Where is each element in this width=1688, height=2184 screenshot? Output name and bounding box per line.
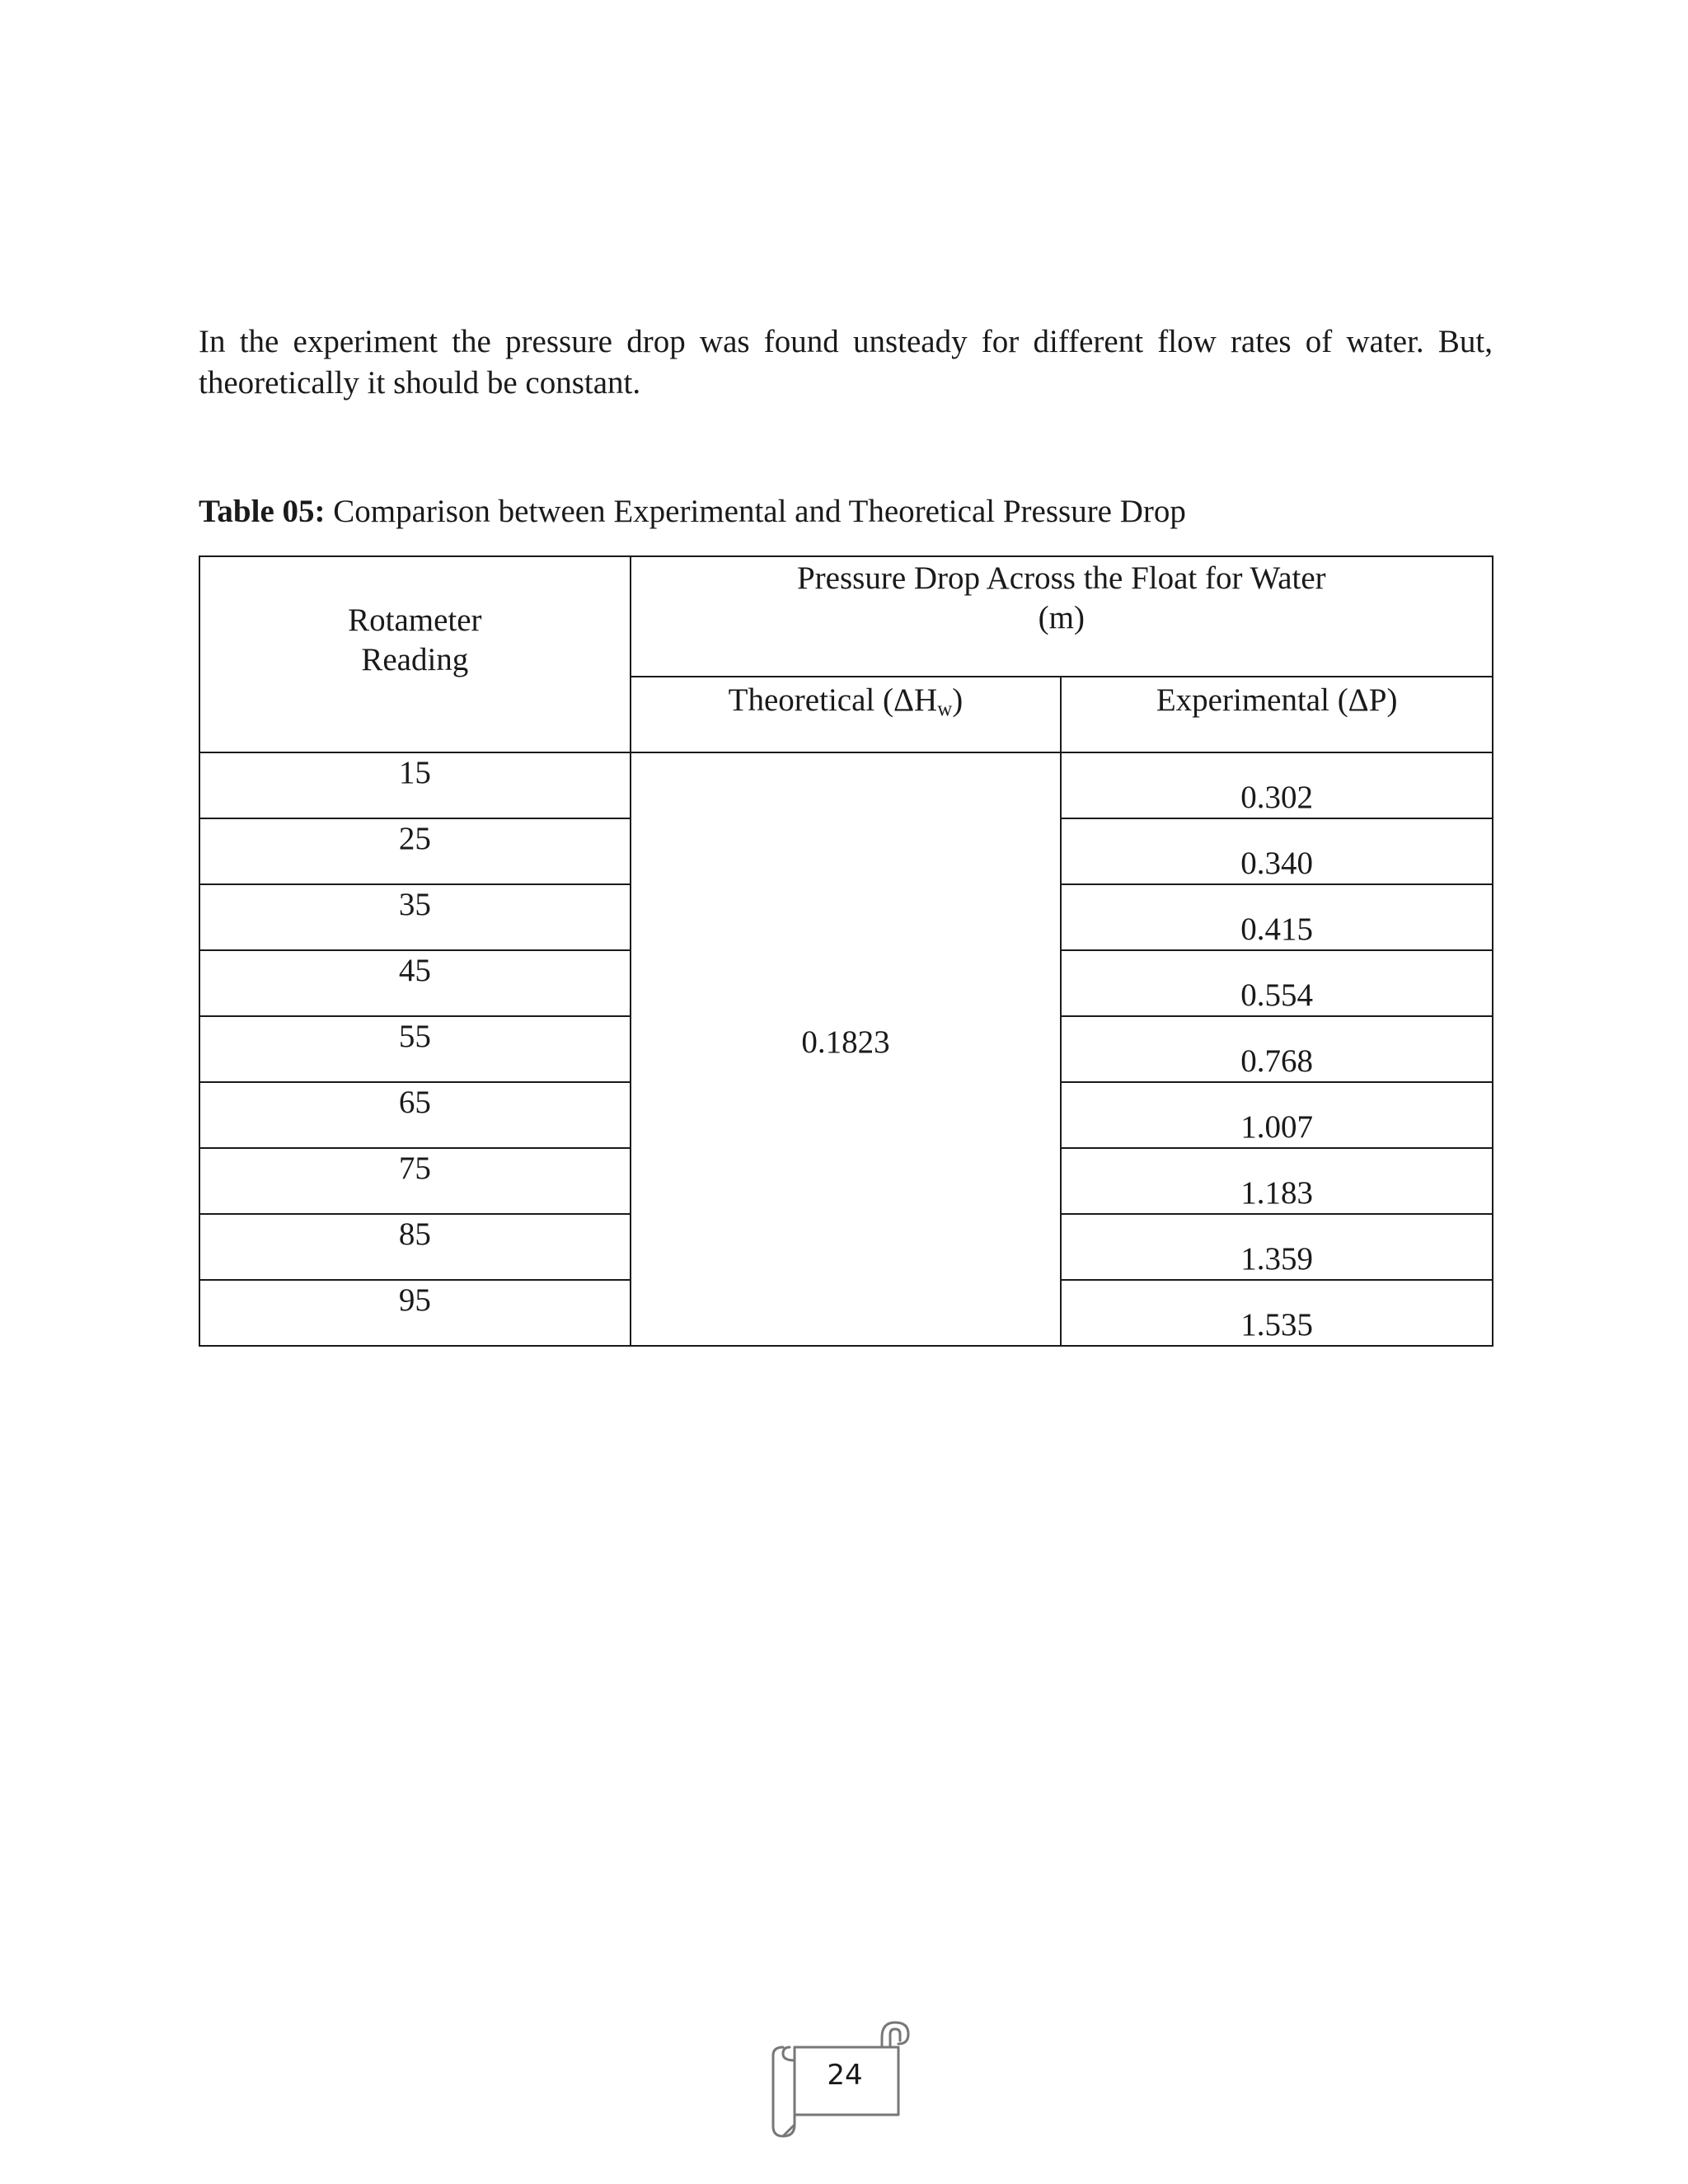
- experimental-cell: 1.535: [1061, 1280, 1493, 1346]
- experimental-cell: 1.007: [1061, 1082, 1493, 1148]
- rotameter-cell: 55: [199, 1016, 631, 1082]
- header-theoretical-close: ): [952, 682, 964, 718]
- body-paragraph: In the experiment the pressure drop was found unsteady for different flow rates of water. But, theoretically it should be constant.: [199, 324, 1493, 401]
- header-pressure-drop-group: [631, 556, 1493, 677]
- page-number: 24: [827, 2059, 863, 2092]
- rotameter-cell: 95: [199, 1280, 631, 1346]
- header-rotameter-line2: Reading: [361, 642, 469, 677]
- header-group-line1: Pressure Drop Across the Float for Water: [796, 560, 1326, 596]
- header-experimental: Experimental (ΔP): [1061, 677, 1493, 752]
- theoretical-value-cell: [631, 752, 1062, 1346]
- rotameter-cell: 35: [199, 884, 631, 950]
- rotameter-cell: 45: [199, 950, 631, 1016]
- rotameter-cell: 75: [199, 1148, 631, 1214]
- header-group-line2: (m): [1038, 600, 1085, 635]
- header-theoretical: [631, 677, 1062, 752]
- rotameter-cell: 25: [199, 818, 631, 884]
- table-caption-text: Comparison between Experimental and Theoretical Pressure Drop: [325, 494, 1186, 529]
- rotameter-cell: 65: [199, 1082, 631, 1148]
- theoretical-value: 0.1823: [801, 1024, 890, 1060]
- table-caption-label: Table 05:: [199, 494, 326, 529]
- pressure-drop-table: [199, 555, 1493, 1347]
- experimental-cell: 0.768: [1061, 1016, 1493, 1082]
- experimental-cell: 1.183: [1061, 1148, 1493, 1214]
- header-rotameter-line1: Rotameter: [348, 602, 482, 638]
- rotameter-cell: 85: [199, 1214, 631, 1280]
- rotameter-cell: 15: [199, 752, 631, 818]
- header-theoretical-subscript: w: [937, 698, 953, 720]
- table-caption: [199, 491, 1186, 532]
- experimental-cell: 1.359: [1061, 1214, 1493, 1280]
- experimental-cell: 0.302: [1061, 752, 1493, 818]
- table-row: [199, 752, 1493, 818]
- header-rotameter-reading: [199, 556, 631, 752]
- experimental-cell: 0.340: [1061, 818, 1493, 884]
- experimental-cell: 0.415: [1061, 884, 1493, 950]
- header-theoretical-text: Theoretical (ΔH: [728, 682, 938, 718]
- experimental-cell: 0.554: [1061, 950, 1493, 1016]
